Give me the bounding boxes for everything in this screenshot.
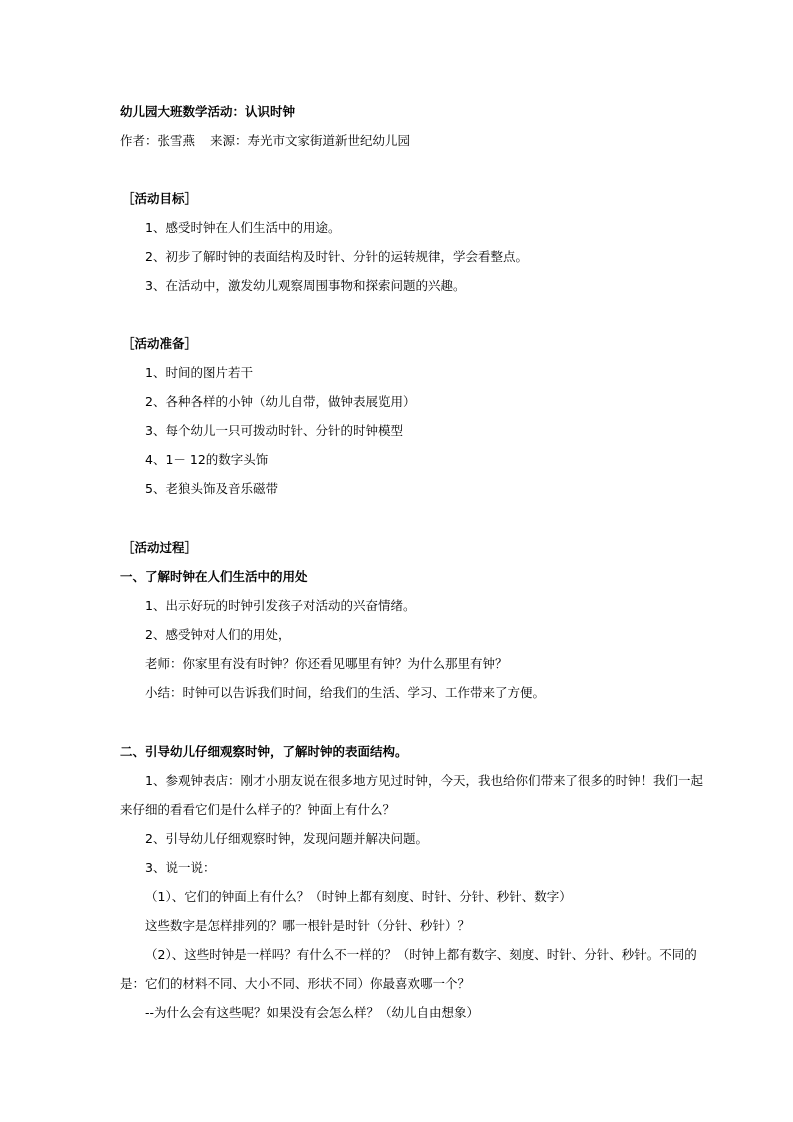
goal-item: 1、感受时钟在人们生活中的用途。 xyxy=(145,220,341,235)
prep-item: 1、时间的图片若干 xyxy=(145,365,253,380)
goals-heading: ［活动目标］ xyxy=(122,191,198,206)
process-line: 2、引导幼儿仔细观察时钟，发现问题并解决问题。 xyxy=(145,831,428,846)
process-line: 1、参观钟表店：刚才小朋友说在很多地方见过时钟，今天，我也给你们带来了很多的时钟！我们一起 xyxy=(145,773,703,788)
process-line: 是：它们的材料不同、大小不同、形状不同）你最喜欢哪一个？ xyxy=(120,976,471,991)
process-line: 1、出示好玩的时钟引发孩子对活动的兴奋情绪。 xyxy=(145,598,416,613)
process-line: 来仔细的看看它们是什么样子的？钟面上有什么？ xyxy=(120,802,396,817)
prep-item: 4、1－ 12的数字头饰 xyxy=(145,452,269,467)
process-line: 老师：你家里有没有时钟？你还看见哪里有钟？为什么那里有钟？ xyxy=(145,656,508,671)
process-line: 3、说一说： xyxy=(145,860,216,875)
source-line: 来源：寿光市文家街道新世纪幼儿园 xyxy=(210,133,411,148)
process-line: （2）、这些时钟是一样吗？有什么不一样的？（时钟上都有数字、刻度、时针、分针、秒针。不同的 xyxy=(145,947,697,962)
process-line: --为什么会有这些呢？如果没有会怎么样？（幼儿自由想象） xyxy=(145,1005,480,1020)
section-title: 二、引导幼儿仔细观察时钟，了解时钟的表面结构。 xyxy=(120,744,408,759)
process-heading: ［活动过程］ xyxy=(122,540,198,555)
document-title: 幼儿园大班数学活动：认识时钟 xyxy=(120,104,296,119)
process-line: （1）、它们的钟面上有什么？（时钟上都有刻度、时针、分针、秒针、数字） xyxy=(145,889,572,904)
section-title: 一、了解时钟在人们生活中的用处 xyxy=(120,569,308,584)
process-line: 2、感受钟对人们的用处， xyxy=(145,627,291,642)
prep-heading: ［活动准备］ xyxy=(122,336,198,351)
goal-item: 3、在活动中，激发幼儿观察周围事物和探索问题的兴趣。 xyxy=(145,278,466,293)
process-line: 小结：时钟可以告诉我们时间，给我们的生活、学习、工作带来了方便。 xyxy=(145,685,546,700)
author-line: 作者：张雪燕 xyxy=(120,133,196,148)
prep-item: 5、老狼头饰及音乐磁带 xyxy=(145,481,278,496)
goal-item: 2、初步了解时钟的表面结构及时针、分针的运转规律，学会看整点。 xyxy=(145,249,528,264)
process-line: 这些数字是怎样排列的？哪一根针是时针（分针、秒针）？ xyxy=(145,918,471,933)
prep-item: 2、各种各样的小钟（幼儿自带，做钟表展览用） xyxy=(145,394,416,409)
prep-item: 3、每个幼儿一只可拨动时针、分针的时钟模型 xyxy=(145,423,403,438)
